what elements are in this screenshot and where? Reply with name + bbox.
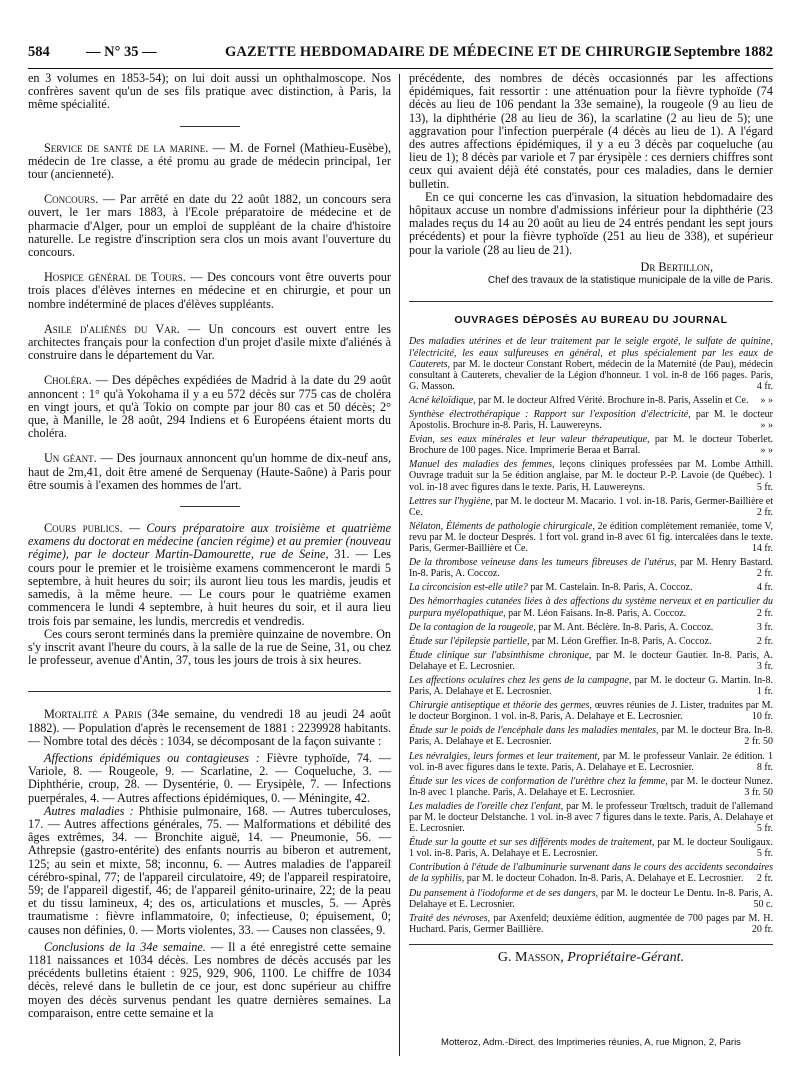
issue-number: — N° 35 — <box>86 44 157 60</box>
book-details: par M. le docteur Toberlet. Brochure de 100 pages. Nice. Imprimerie Beraa et Barral. <box>409 434 773 457</box>
book-details: par M. Castelain. In-8. Paris, A. Coccoz. <box>527 582 693 594</box>
cholera-text: — Des dépêches expédiées de Madrid à la date du 29 août annoncent : 1° qu'à Yokohama il y a eu 572 décès sur 775 cas de choléra en vingt jours, et qu'à Tokio on compte par jour 80 cas et 50 décès; 2° que, à Manille, le 28 août, 294 Indiens et 6 Européens étaient morts du choléra. <box>28 373 391 441</box>
book-title: La circoncision est-elle utile? <box>409 582 528 594</box>
column-divider <box>399 74 400 1056</box>
book-details: par M. le docteur Nunez. In-8 avec 1 planche. Paris, A. Delahaye et E. Lecrosnier. <box>409 775 773 798</box>
book-entry <box>409 650 773 672</box>
book-title: Evian, ses eaux minérales et leur valeur thérapeutique, <box>409 434 650 446</box>
book-title: De la thrombose veineuse dans les tumeurs fibreuses de l'utérus, <box>409 557 677 569</box>
mortalite-heading: Mortalité a Paris <box>44 707 143 722</box>
book-price: 3 fr. <box>756 660 773 672</box>
signature-role: Chef des travaux de la statistique municipale de la ville de Paris. <box>487 275 773 287</box>
page-header <box>28 42 773 66</box>
book-details: par M. le docteur Cohadon. In-8. Paris, A. Delahaye et E. Lecrosnier. <box>464 873 744 885</box>
book-title: Acné kéloïdique, <box>409 394 476 406</box>
cours-text: 31. — Les cours pour le premier et le troisième examens commenceront le mardi 5 septembre, à huit heures du soir; ils auront lieu tous les mardis, jeudis et samedis, à la même heure. — Le cours pour le quatrième examen commencera le lundi 4 septembre, à huit heures du soir, et il aura lieu trois fois par semaine, les lundis, mercredis et vendredis. <box>28 547 391 628</box>
geant-text: — Des journaux annoncent qu'un homme de dix-neuf ans, haut de 2m,41, doit être amené de Serquenay (Haute-Saône) à Paris pour être soumis à l'examen des hommes de l'art. <box>28 451 391 492</box>
book-entry <box>409 622 773 633</box>
geant-paragraph <box>28 452 391 492</box>
book-title: Des maladies utérines et de leur traitement par le seigle ergoté, le sulfate de quinine, l'électricité, les eaux sulfureuses en général, et plus spécialement par les eaux de Cauterets, <box>409 336 773 370</box>
book-entry <box>409 557 773 579</box>
book-price: 1 fr. <box>756 686 773 698</box>
marine-heading: Service de santé de la marine. <box>44 140 209 155</box>
book-entry <box>409 596 773 618</box>
book-title: Étude sur l'épilepsie partielle, <box>409 635 530 647</box>
printer-credit: Motteroz, Adm.-Direct. des Imprimeries réunies, A, rue Mignon, 2, Paris <box>441 1037 741 1048</box>
book-entry <box>409 459 773 492</box>
book-entry <box>409 801 773 834</box>
book-entry <box>409 862 773 884</box>
book-details: par M. Ant. Béclère. In-8. Paris, A. Coccoz. <box>535 621 714 633</box>
book-price: 10 fr. <box>751 711 773 723</box>
book-details: 2e édition complètement remaniée, tome V, revu par M. le docteur Després. 1 fort vol. grand in-8 avec 61 fig. intercalées dans le texte. Paris, Germer-Baillière et Ce. <box>409 520 773 555</box>
book-price: 3 fr. <box>756 621 773 633</box>
book-title: Chirurgie antiseptique et théorie des germes, <box>409 700 592 712</box>
other-diseases-heading: Autres maladies : <box>44 803 134 818</box>
book-price: 4 fr. <box>756 582 773 594</box>
book-details: par M. le docteur Souligaux. 1 vol. in-8. Paris, A. Delahaye et E. Lecrosnier. <box>409 837 773 860</box>
concours-heading: Concours. <box>44 192 99 207</box>
book-entry <box>409 700 773 722</box>
marine-paragraph <box>28 142 391 182</box>
books-heading: OUVRAGES DÉPOSÉS AU BUREAU DU JOURNAL <box>454 314 728 327</box>
conclusions-heading: Conclusions de la 34e semaine. <box>44 939 206 954</box>
issue-date: 2 Septembre 1882 <box>662 44 773 60</box>
book-price: » » <box>760 394 773 406</box>
book-entry <box>409 336 773 391</box>
book-details: par M. le professeur Trœltsch, traduit de l'allemand par M. le docteur Delstanche. 1 vol. in-8 avec 7 figures dans le texte. Paris, A. Delahaye et E. Lecrosnier. <box>409 800 773 835</box>
book-price: 2 fr. <box>756 635 773 647</box>
continuation-paragraph: précédente, des nombres de décès occasionnés par les affections épidémiques, fait ressortir : une atténuation pour la fièvre typhoïde (74 décès au lieu de 106 pendant la 33e semaine), la rougeole (9 au lieu de 13), la diphthérie (28 au lieu de 36), la scarlatine (2 au lieu de 5); une aggravation pour l'infection puerpérale (4 décès au lieu de 1). A l'égard des autres affections épidémiques, il y a eu 3 décès par coqueluche (au lieu de 1); 8 décès par variole et 7 par érysipèle : ces derniers chiffres sont ceux qui avaient déjà été constatés, pour ces maladies, dans le dernier bulletin. <box>409 71 773 191</box>
epidemic-paragraph <box>28 752 391 805</box>
book-details: par M. Henry Bastard. In-8. Paris, A. Coccoz. <box>409 557 773 580</box>
header-rule <box>28 68 773 69</box>
book-price: 14 fr. <box>751 543 773 555</box>
book-price: 2 fr. <box>756 607 773 619</box>
book-details: par M. le professeur Vanlair. 2e édition. 1 vol. in-8 avec figures dans le texte. Paris, A. Delahaye et E. Lecrosnier. <box>409 750 773 773</box>
cours-paragraph <box>28 522 391 628</box>
book-entry <box>409 496 773 518</box>
book-price: 5 fr. <box>756 481 773 493</box>
book-title: Du pansement à l'iodoforme et de ses dangers, <box>409 887 599 899</box>
hospice-heading: Hospice général de Tours. <box>44 270 186 285</box>
book-price: 5 fr. <box>756 823 773 835</box>
gerant-name: G. Masson, <box>497 949 564 965</box>
cholera-paragraph <box>28 374 391 440</box>
marine-text: — M. de Fornel (Mathieu-Eusèbe), médecin de 1re classe, a été promu au grade de médecin principal, 1er tour (ancienneté). <box>28 140 391 182</box>
book-details: par M. le docteur Alfred Vérité. Brochure in-8. Paris, Asselin et Ce. <box>475 394 749 406</box>
book-title: Étude sur la goutte et sur ses différents modes de traitement, <box>409 837 655 849</box>
book-price: 4 fr. <box>756 380 773 392</box>
book-details: œuvres réunies de J. Lister, traduites par M. le docteur Borginon. 1 vol. in-8. Paris, A. Delahaye et E. Lecrosnier. <box>409 700 774 723</box>
book-title: Nélaton, Éléments de pathologie chirurgicale, <box>409 520 595 532</box>
book-details: par M. Léon Greffier. In-8. Paris, A. Coccoz. <box>529 635 712 647</box>
book-price: » » <box>760 420 773 432</box>
book-entry <box>409 888 773 910</box>
book-details: par M. le docteur G. Martin. In-8. Paris, A. Delahaye et E. Lecrosnier. <box>409 674 773 698</box>
cours-title: — Cours préparatoire aux troisième et quatrième examens du doctorat en médecine (ancien régime) et au premier (nouveau régime), par le docteur Martin-Damourette, rue de Seine, <box>28 521 391 562</box>
asile-text: — Un concours est ouvert entre les architectes français pour la confection d'un projet d'asile mixte d'aliénés à construire dans le département du Var. <box>28 321 391 363</box>
book-title: Les névralgies, leurs formes et leur traitement, <box>409 750 600 762</box>
book-title: Traité des névroses, <box>409 912 491 924</box>
right-column <box>409 72 773 964</box>
book-details: par M. le docteur Constant Robert, médecin de la Maternité (de Pau), médecin consultant à Cauterets, chevalier de la Légion d'honneur. 1 vol. in-8 de 166 pages. Paris, G. Masson. <box>409 358 773 392</box>
book-entry <box>409 409 773 431</box>
cholera-heading: Choléra. <box>44 373 92 388</box>
book-title: Lettres sur l'hygiène, <box>409 495 493 507</box>
book-entry <box>409 751 773 773</box>
book-title: De la contagion de la rougeole, <box>409 621 536 633</box>
hospice-paragraph <box>28 271 391 311</box>
conclusions-paragraph <box>28 941 391 1020</box>
book-details: par M. le docteur Le Dentu. In-8. Paris, A. Delahaye et E. Lecrosnier. <box>409 887 773 910</box>
cours-heading: Cours publics. <box>44 521 123 536</box>
book-price: 2 fr. <box>756 873 773 885</box>
books-list <box>409 336 773 935</box>
book-title: Étude sur le poids de l'encéphale dans les maladies mentales, <box>409 725 659 737</box>
book-details: par M. le docteur Bra. In-8. Paris, A. Delahaye et E. Lecrosnier. <box>409 725 773 748</box>
book-details: par M. le docteur Gautier. In-8. Paris, A. Delahaye et E. Lecrosnier. <box>409 649 773 672</box>
signature-name: Dr Bertillon, <box>640 259 713 274</box>
book-entry <box>409 776 773 798</box>
cours-paragraph-2: Ces cours seront terminés dans la première quinzaine de novembre. On s'y inscrit avant l'heure du cours, à la salle de la rue de Seine, 31, ou chez le professeur, avenue d'Antin, 37, tous les jours de trois à six heures. <box>28 626 391 668</box>
left-column <box>28 72 391 1020</box>
book-entry <box>409 636 773 647</box>
book-title: Des hémorrhagies cutanées liées à des affections du système nerveux et en particulier du purpura myélopathique, <box>409 596 773 619</box>
hospice-text: — Des concours vont être ouverts pour trois places d'élèves internes en médecine et en chirurgie, et pour un nombre indéterminé de places d'élèves suppléants. <box>28 270 391 311</box>
concours-text: — Par arrêté en date du 22 août 1882, un concours sera ouvert, le 1er mars 1883, à l'Ecole préparatoire de médecine et de pharmacie d'Alger, pour un emploi de suppléant de la chaire d'histoire naturelle. Le registre d'inscription sera clos un mois avant l'ouverture du concours. <box>28 192 391 260</box>
book-entry <box>409 675 773 697</box>
gerant-line <box>409 951 773 964</box>
book-title: Étude sur les vices de conformation de l'urèthre chez la femme, <box>409 775 668 787</box>
other-diseases-text: Phthisie pulmonaire, 168. — Autres tuberculoses, 17. — Autres affections générales, 75. — Malformations et débilité des âges extrêmes, 34. — Bronchite aiguë, 14. — Pneumonie, 56. — Athrepsie (gastro-entérite) des enfants nourris au biberon et autrement, 125; au sein et mixte, 58; inconnu, 6. — Autres maladies de l'appareil cérébro-spinal, 77; de l'appareil circulatoire, 49; de l'appareil respiratoire, 59; de l'appareil digestif, 46; de l'appareil génito-urinaire, 22; de la peau et du tissu lamineux, 4; des os, articulations et muscles, 5. — Après traumatisme : fièvre inflammatoire, 0; infectieuse, 0; épuisement, 0; causes non définies, 0. — Morts violentes, 33. — Causes non classées, 9. <box>28 803 391 937</box>
book-price: 5 fr. <box>756 848 773 860</box>
book-price: 8 fr. <box>756 761 773 773</box>
epidemic-heading: Affections épidémiques ou contagieuses : <box>44 750 260 765</box>
book-title: Synthèse électrothérapique : Rapport sur l'exposition d'électricité, <box>409 409 691 421</box>
book-price: 50 c. <box>753 898 773 910</box>
book-entry <box>409 725 773 747</box>
book-title: Contribution à l'étude de l'albuminurie survenant dans le cours des accidents secondaires de la syphilis, <box>409 862 773 885</box>
book-details: par M. le docteur M. Macario. 1 vol. in-18. Paris, Germer-Baillière et Ce. <box>409 495 774 518</box>
page-number: 584 <box>28 44 50 60</box>
book-price: 2 fr. 50 <box>744 736 773 748</box>
book-entry <box>409 395 773 406</box>
book-details: par Axenfeld; deuxième édition, augmentée de 700 pages par M. H. Huchard. Paris, Germer Baillière. <box>409 912 773 935</box>
conclusions-text: — Il a été enregistré cette semaine 1181 naissances et 1034 décès. Les nombres de décès accusés par les précédents bulletins étaient : 925, 929, 906, 1100. Le chiffre de 1034 décès, relevé dans le bulletin de ce jour, est donc supérieur au chiffre moyen des décès survenus pendant les quatre dernières semaines. La comparaison, entre cette semaine et la <box>28 939 391 1020</box>
other-diseases-paragraph <box>28 805 391 937</box>
book-entry <box>409 837 773 859</box>
concours-paragraph <box>28 193 391 259</box>
book-title: Les maladies de l'oreille chez l'enfant, <box>409 800 564 812</box>
book-details: par M. le docteur Apostolis. Brochure in-8. Paris, H. Lauwereyns. <box>409 409 773 432</box>
book-entry <box>409 582 773 593</box>
mortalite-paragraph <box>28 708 391 748</box>
book-details: par M. Léon Faisans. In-8. Paris, A. Coccoz. <box>505 607 687 619</box>
intro-paragraph: en 3 volumes en 1853-54); on lui doit aussi un ophthalmoscope. Nos confrères savent qu'un de ses fils pratique avec distinction, à Paris, la même spécialité. <box>28 71 391 112</box>
book-price: 2 fr. <box>756 568 773 580</box>
geant-heading: Un géant. <box>44 451 97 466</box>
journal-title: GAZETTE HEBDOMADAIRE DE MÉDECINE ET DE CHIRURGIE <box>225 44 672 60</box>
book-title: Les affections oculaires chez les gens de la campagne, <box>409 674 632 686</box>
mortalite-text: (34e semaine, du vendredi 18 au jeudi 24 août 1882). — Population d'après le recensement de 1881 : 2239928 habitants. — Nombre total des décès : 1034, se décomposant de la façon suivante : <box>28 707 391 748</box>
asile-heading: Asile d'aliénés du Var. <box>44 321 180 336</box>
book-title: Manuel des maladies des femmes, <box>409 459 555 471</box>
book-price: 3 fr. 50 <box>744 786 773 798</box>
book-entry <box>409 521 773 554</box>
epidemic-text: Fièvre typhoïde, 74. — Variole, 8. — Rougeole, 9. — Scarlatine, 2. — Coqueluche, 3. — Diphthérie, croup, 28. — Dysentérie, 0. — Erysipèle, 7. — Infections puerpérales, 4. — Autres affections épidémiques, 0. — Méningite, 42. <box>28 750 391 805</box>
book-entry <box>409 434 773 456</box>
continuation-paragraph-2: En ce qui concerne les cas d'invasion, la situation hebdomadaire des hôpitaux accuse un nombre d'admissions inférieur pour la diphthérie (23 malades reçus du 14 au 20 août au lieu de 24 entrés pendant les sept jours précédents) et pour la fièvre typhoïde (251 au lieu de 338), et supérieur pour la variole (28 au lieu de 21). <box>409 189 773 257</box>
book-price: » » <box>760 445 773 457</box>
book-price: 20 fr. <box>751 923 773 935</box>
gerant-role: Propriétaire-Gérant. <box>563 949 685 965</box>
book-price: 2 fr. <box>756 506 773 518</box>
book-title: Étude clinique sur l'absinthisme chronique, <box>409 649 592 661</box>
book-entry <box>409 913 773 935</box>
book-details: leçons cliniques professées par M. Lombe Atthill. Ouvrage traduit sur la 5e édition anglaise, par M. le docteur P.-P. Lavoie (de Québec). 1 vol. in-18 avec figures dans le texte. Paris, H. Lauwereyns. <box>409 459 773 493</box>
asile-paragraph <box>28 323 391 363</box>
